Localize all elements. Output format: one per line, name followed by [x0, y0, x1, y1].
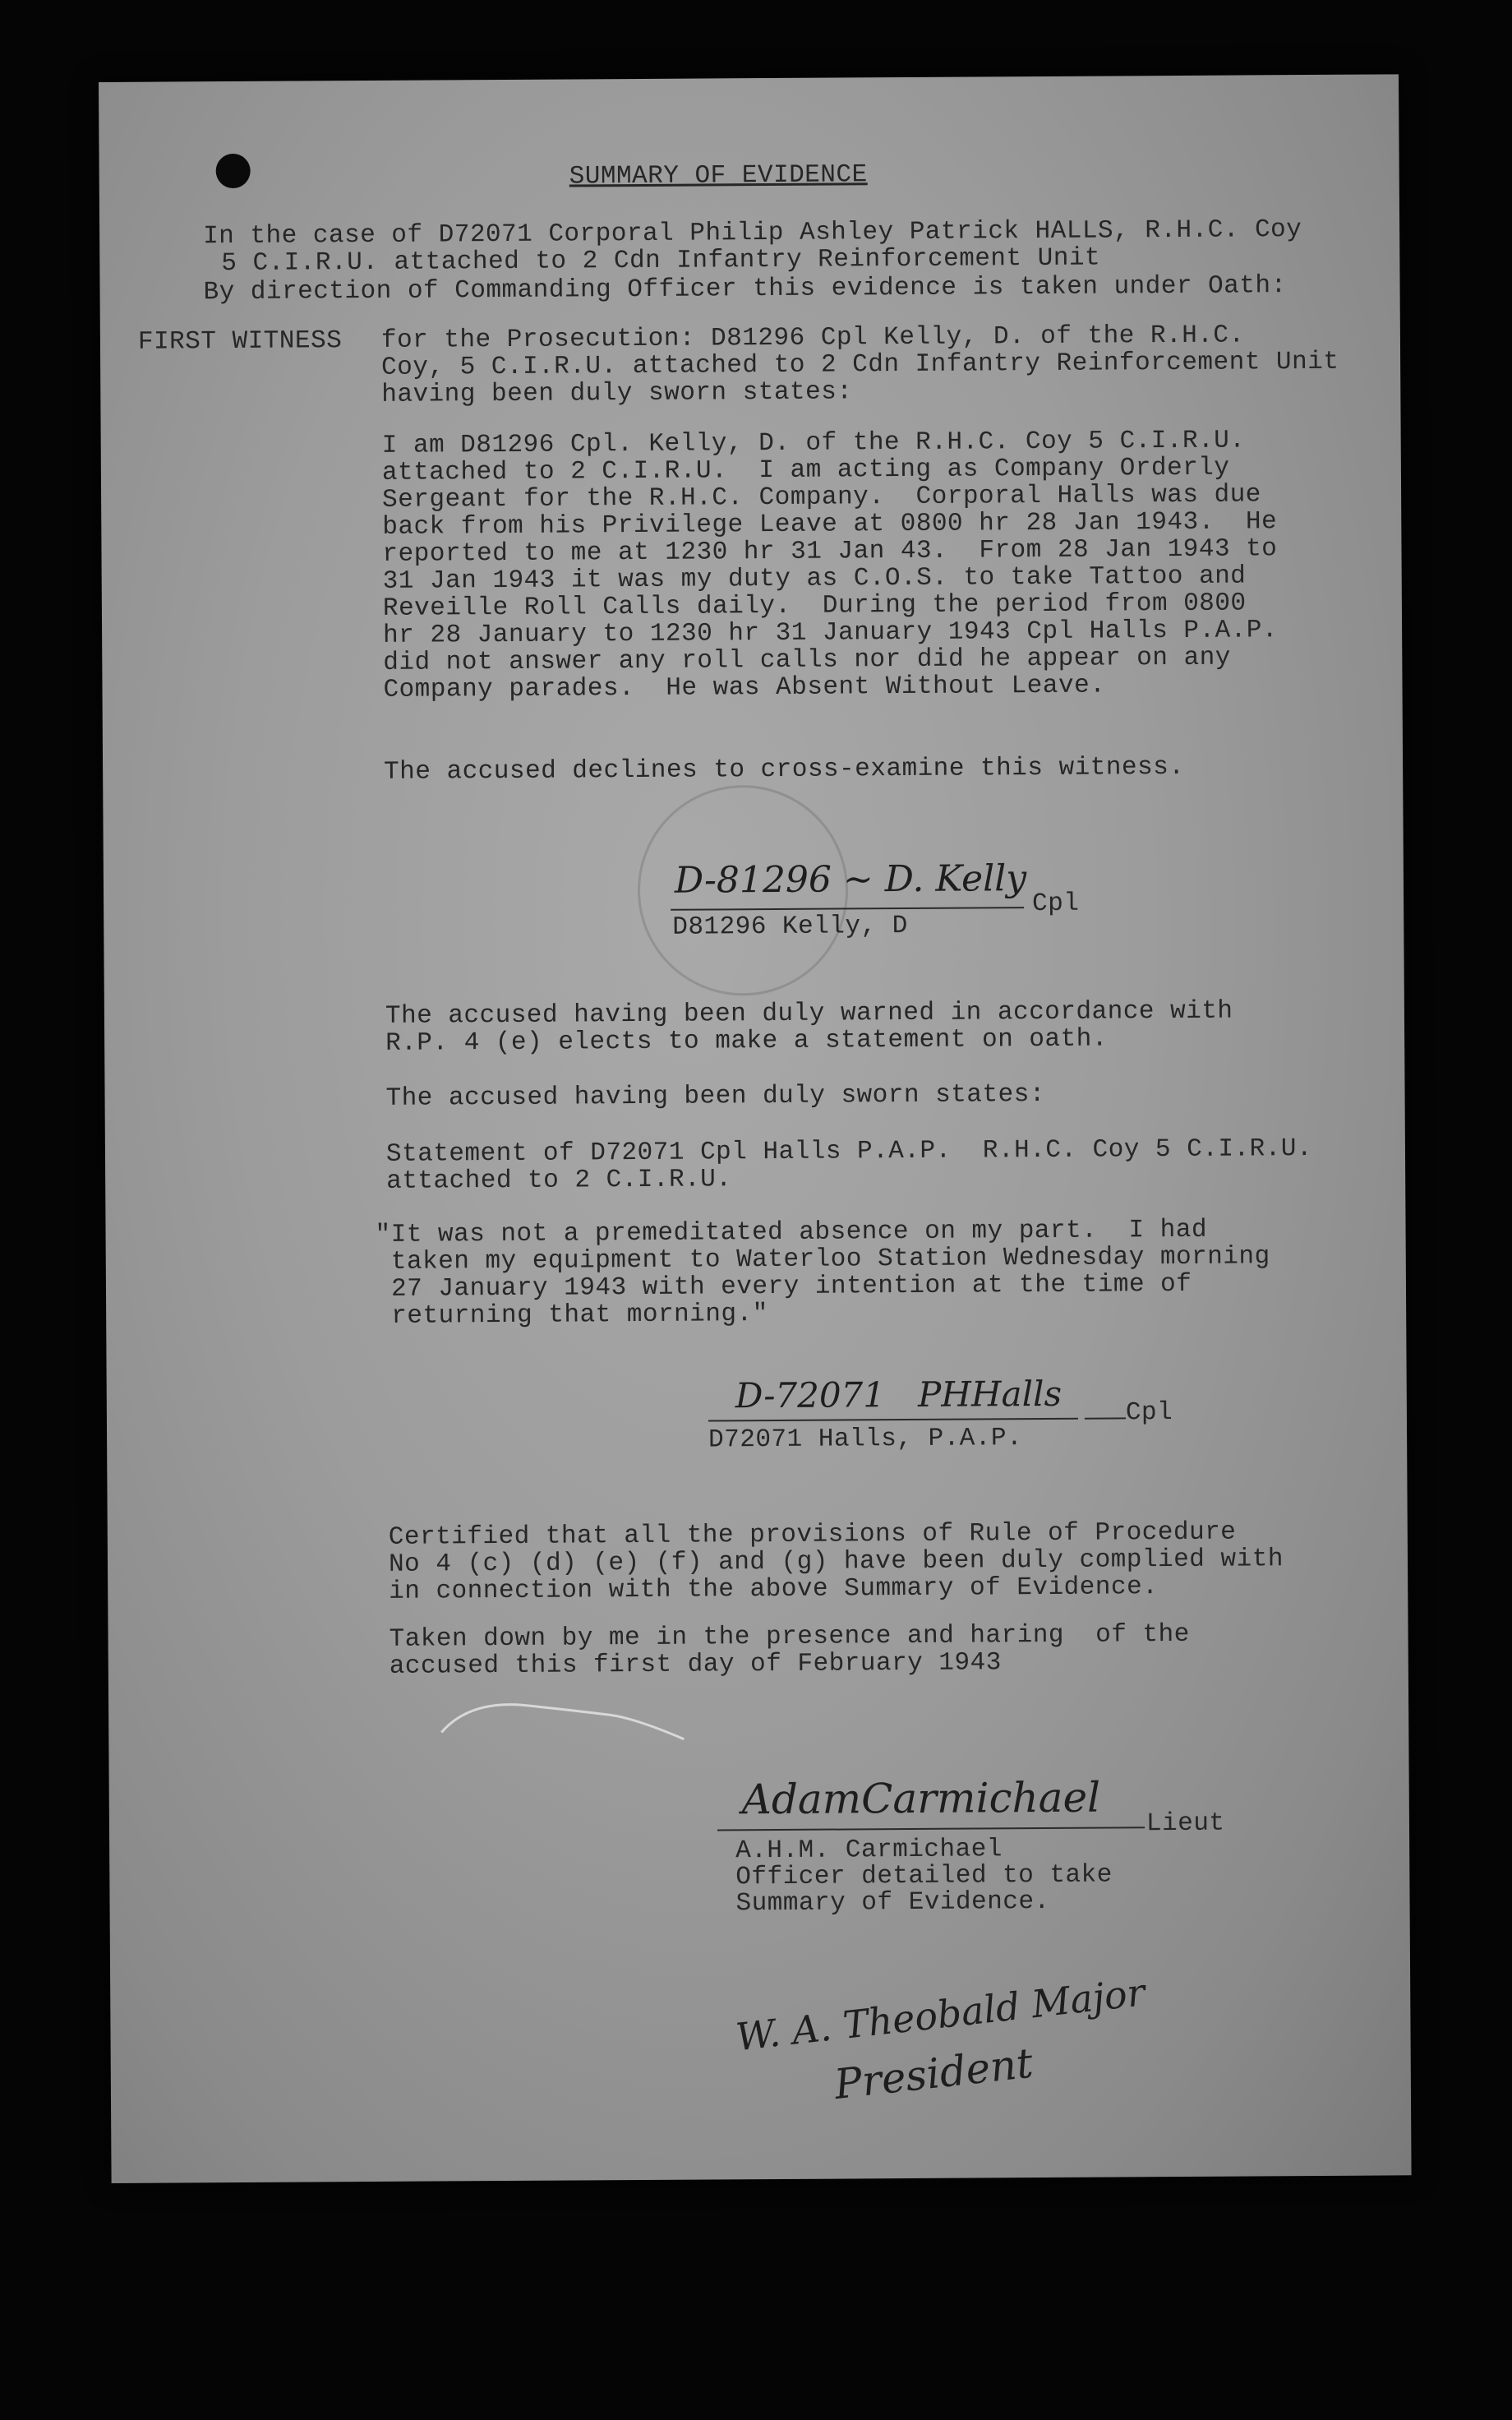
first-witness-label: FIRST WITNESS: [137, 326, 343, 357]
case-line-2: 5 C.I.R.U. attached to 2 Cdn Infantry Reinforcement Unit: [221, 243, 1101, 279]
halls-signature: D-72071 PHHalls: [735, 1373, 1063, 1416]
president-label: President: [832, 2039, 1035, 2109]
document-page: [99, 74, 1412, 2183]
statement-header: Statement of D72071 Cpl Halls P.A.P. R.H.C. Coy 5 C.I.R.U. attached to 2 C.I.R.U.: [385, 1134, 1313, 1196]
certified-statement: Certified that all the provisions of Rule of Procedure No 4 (c) (d) (e) (f) and (g) have been duly complied with in connection with the above Summary of Evidence.: [388, 1517, 1284, 1606]
officer-signature: AdamCarmichael: [741, 1773, 1101, 1824]
kelly-typed-name: D81296 Kelly, D: [672, 912, 908, 942]
direction-line: By direction of Commanding Officer this evidence is taken under Oath:: [203, 271, 1287, 307]
officer-rank: Lieut: [1146, 1808, 1225, 1839]
first-witness-intro: for the Prosecution: D81296 Cpl Kelly, D. of the R.H.C. Coy, 5 C.I.R.U. attached to 2 Cdn Infantry Reinforcement Unit having been duly sworn states:: [380, 321, 1339, 409]
kelly-rank: Cpl: [1032, 889, 1080, 919]
punch-hole: [216, 154, 251, 188]
pencil-scribble: [437, 1682, 701, 1757]
accused-quote: "It was not a premeditated absence on my part. I had taken my equipment to Waterloo Station Wednesday morning 27 January 1943 with every intention at the time of returning that morning.": [375, 1215, 1270, 1331]
cross-examine-note: The accused declines to cross-examine this witness.: [384, 752, 1185, 787]
warned-statement: The accused having been duly warned in accordance with R.P. 4 (e) elects to make a statement on oath.: [385, 996, 1233, 1058]
document-title: SUMMARY OF EVIDENCE: [569, 160, 868, 192]
witness-statement: I am D81296 Cpl. Kelly, D. of the R.H.C. Coy 5 C.I.R.U. attached to 2 C.I.R.U. I am acting as Company Orderly Sergeant for the R.H.C. Company. Corporal Halls was due back from his Privilege Leave at 0800 hr 28 Jan 1943. He reported to me at 1230 hr 31 Jan 43. From 28 Jan 1943 to 31 Jan 1943 it was my duty as C.O.S. to take Tattoo and Reveille Roll Calls daily. During the period from 0800 hr 28 January to 1230 hr 31 January 1943 Cpl Halls P.A.P. did not answer any roll calls nor did he appear on any Company parades. He was Absent Without Leave.: [381, 426, 1279, 704]
kelly-signature: D-81296 ~ D. Kelly: [674, 857, 1027, 902]
halls-rank-line: [1085, 1417, 1126, 1419]
case-line-1: In the case of D72071 Corporal Philip Ashley Patrick HALLS, R.H.C. Coy: [203, 215, 1302, 252]
halls-signature-line: [708, 1418, 1078, 1422]
halls-rank: Cpl: [1125, 1398, 1173, 1428]
officer-signature-line: [717, 1827, 1145, 1831]
sworn-states: The accused having been duly sworn states:: [385, 1079, 1045, 1113]
president-signature: W. A. Theobald Major: [733, 1970, 1148, 2060]
officer-role-line-2: Summary of Evidence.: [735, 1887, 1050, 1919]
officer-name: A.H.M. Carmichael: [735, 1835, 1003, 1866]
taken-down-statement: Taken down by me in the presence and haring of the accused this first day of February 1943: [389, 1619, 1190, 1681]
halls-typed-name: D72071 Halls, P.A.P.: [708, 1424, 1023, 1455]
officer-role-line-1: Officer detailed to take: [735, 1860, 1113, 1892]
